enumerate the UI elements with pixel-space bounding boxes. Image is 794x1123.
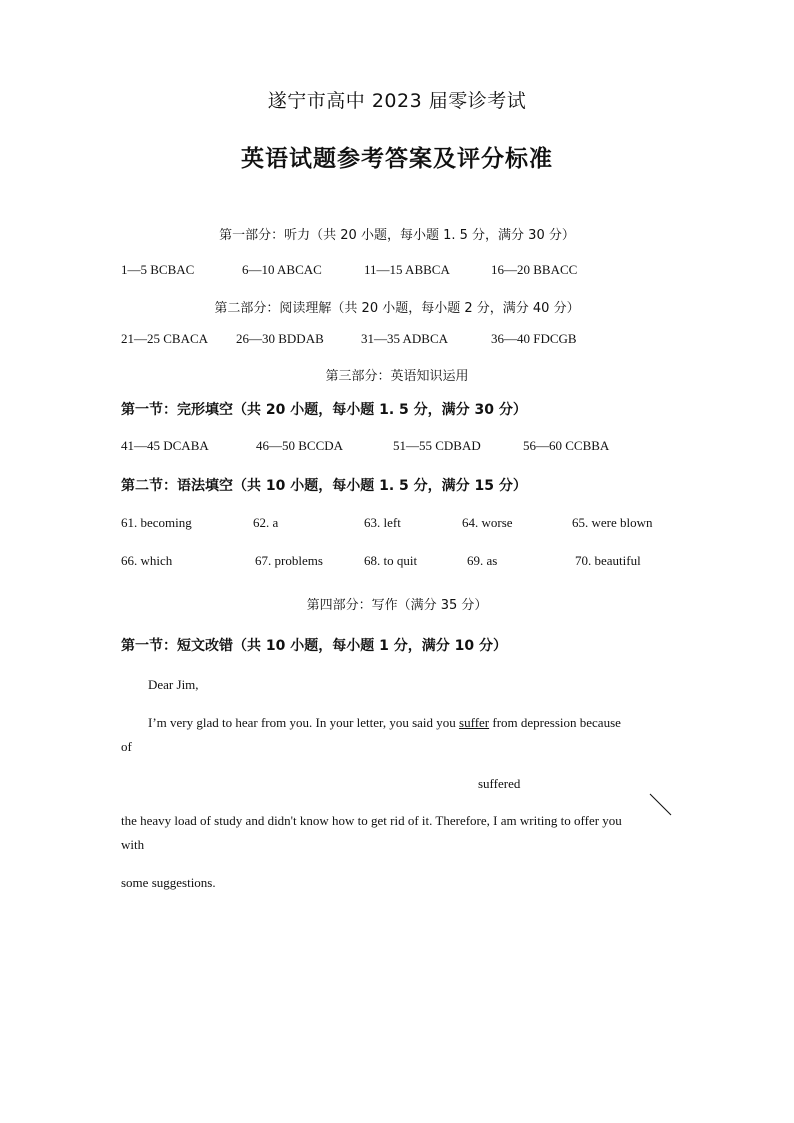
answer-item: 66. which [121,553,173,568]
part3-heading: 第三部分：英语知识运用 [325,369,469,384]
answer-group: 16—20 BBACC [491,262,578,277]
error-word: suffer [459,715,490,730]
document-title: 英语试题参考答案及评分标准 [241,146,553,172]
answer-group: 41—45 DCABA [121,438,209,453]
answer-item: 62. a [253,515,279,530]
part1-heading: 第一部分：听力（共 20 小题，每小题 1. 5 分，满分 30 分） [219,228,575,243]
answer-group: 31—35 ADBCA [361,331,449,346]
answer-item: 63. left [364,515,401,530]
answer-item: 70. beautiful [575,553,641,568]
answer-group: 26—30 BDDAB [236,331,324,346]
letter-text: from depression because [489,715,621,730]
answer-group: 36—40 FDCGB [491,331,577,346]
letter-text: I’m very glad to hear from you. In your letter, you said you [148,715,460,730]
part2-heading: 第二部分：阅读理解（共 20 小题，每小题 2 分，满分 40 分） [214,301,580,316]
letter-line-3: some suggestions. [121,875,216,890]
answer-group: 56—60 CCBBA [523,438,610,453]
grammar-section-heading: 第二节：语法填空（共 10 小题，每小题 1. 5 分，满分 15 分） [121,478,527,494]
answer-item: 68. to quit [364,553,418,568]
part4-heading: 第四部分：写作（满分 35 分） [306,598,488,613]
cloze-section-heading: 第一节：完形填空（共 20 小题，每小题 1. 5 分，满分 30 分） [121,402,527,418]
answer-group: 51—55 CDBAD [393,438,481,453]
answer-group: 46—50 BCCDA [256,438,344,453]
answer-group: 1—5 BCBAC [121,262,195,277]
answer-group: 6—10 ABCAC [242,262,322,277]
error-correction-heading: 第一节：短文改错（共 10 小题，每小题 1 分，满分 10 分） [121,638,507,654]
deletion-slash-mark [649,793,673,817]
letter-greeting: Dear Jim, [148,677,199,692]
answer-item: 65. were blown [572,515,653,530]
answer-item: 69. as [467,553,498,568]
exam-title: 遂宁市高中 2023 届零诊考试 [267,90,527,112]
answer-group: 11—15 ABBCA [364,262,450,277]
letter-line-2: the heavy load of study and didn't know how to get rid of it. Therefore, I am writing to offer you [121,813,622,828]
letter-line-2-wrap: with [121,837,145,852]
answer-item: 67. problems [255,553,323,568]
answer-item: 64. worse [462,515,513,530]
answer-item: 61. becoming [121,515,192,530]
correction-word: suffered [478,776,521,791]
answer-group: 21—25 CBACA [121,331,209,346]
letter-line-1-wrap: of [121,739,132,754]
letter-line-1 [148,715,621,731]
